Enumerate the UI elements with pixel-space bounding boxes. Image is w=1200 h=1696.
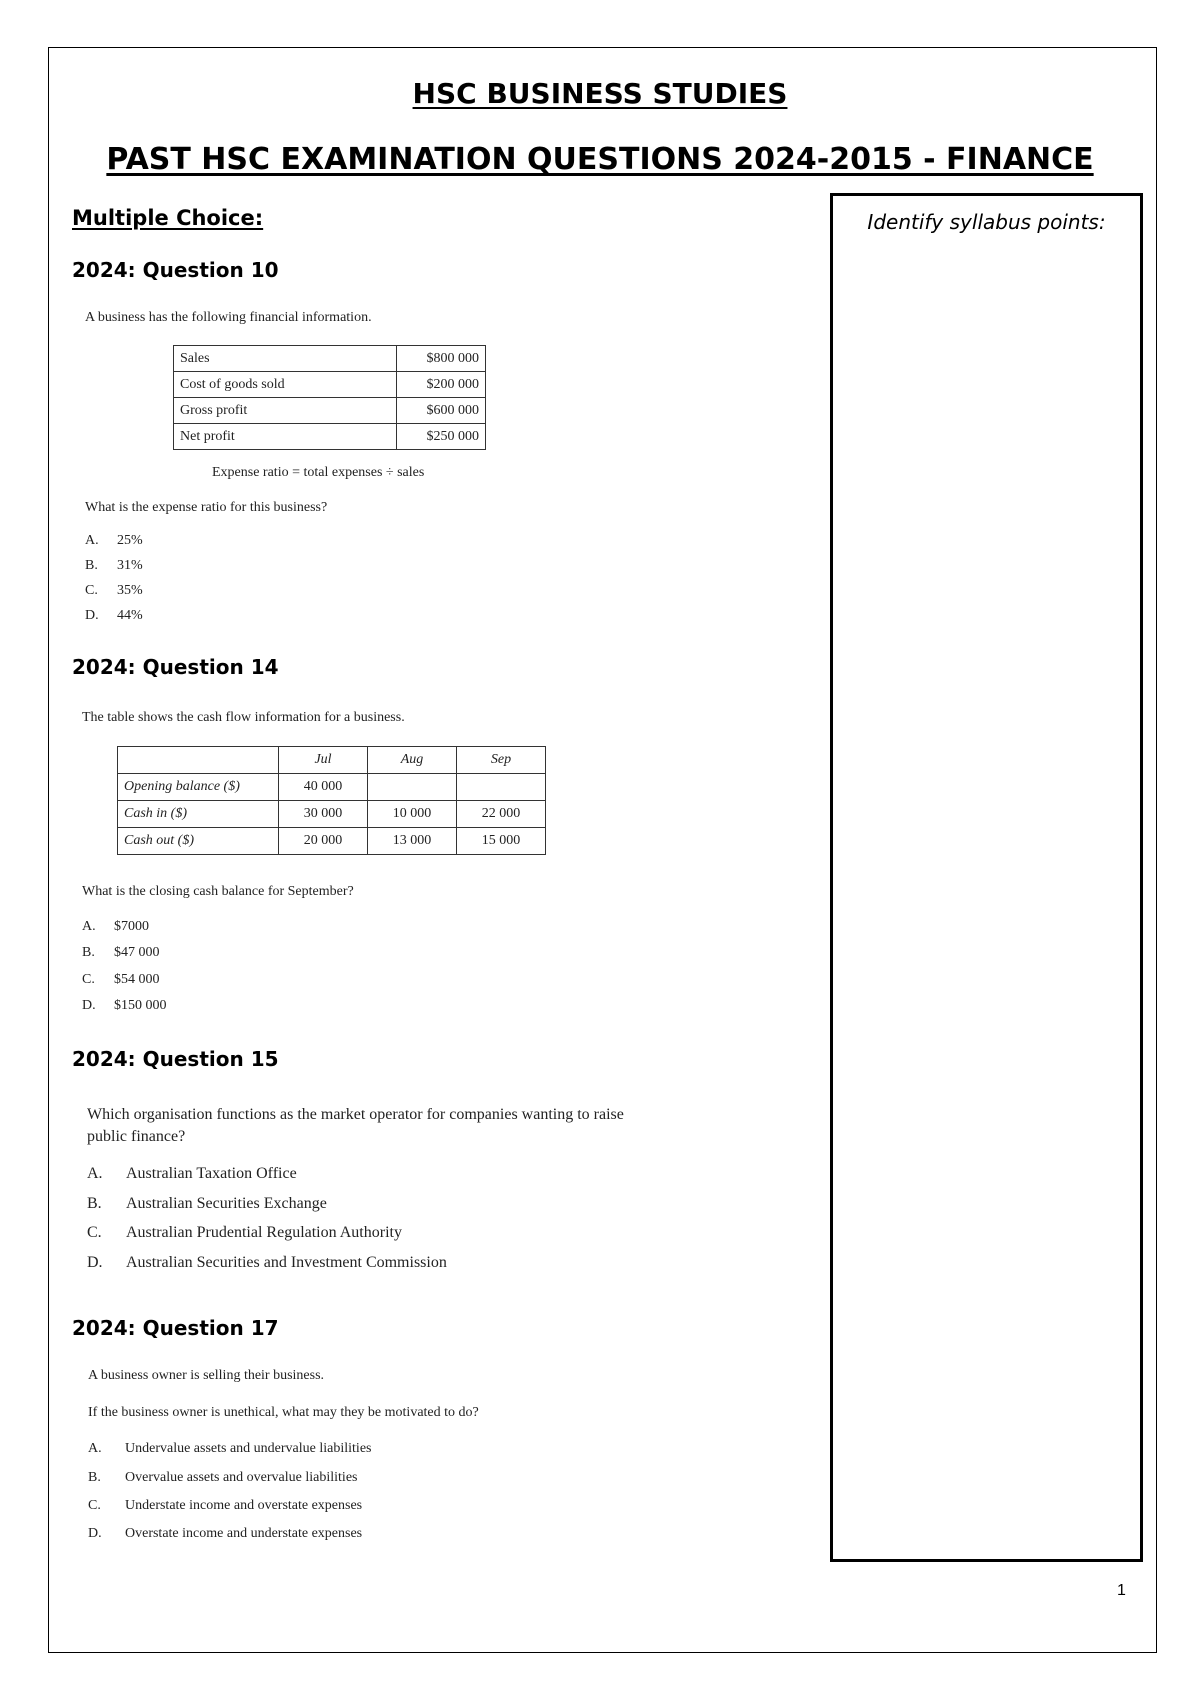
table-row bbox=[174, 346, 486, 372]
option-b bbox=[88, 1470, 357, 1486]
option-text: Australian Securities Exchange bbox=[126, 1195, 327, 1212]
option-text: $47 000 bbox=[114, 945, 160, 960]
option-a bbox=[85, 533, 143, 549]
option-letter: C. bbox=[87, 1224, 102, 1241]
option-c bbox=[88, 1498, 362, 1514]
table-cell: $600 000 bbox=[397, 398, 486, 424]
question-17-text: If the business owner is unethical, what may they be motivated to do? bbox=[88, 1405, 479, 1420]
table-cell bbox=[457, 774, 546, 801]
option-text: 35% bbox=[117, 583, 143, 598]
question-17-heading: 2024: Question 17 bbox=[72, 1316, 279, 1340]
option-text: 44% bbox=[117, 608, 143, 623]
question-10-intro: A business has the following financial information. bbox=[85, 310, 372, 325]
table-row bbox=[174, 398, 486, 424]
section-heading: Multiple Choice: bbox=[72, 206, 264, 230]
option-d bbox=[82, 998, 167, 1014]
option-text: $54 000 bbox=[114, 972, 160, 987]
option-text: 25% bbox=[117, 533, 143, 548]
question-15-text-line-1: Which organisation functions as the market operator for companies wanting to raise bbox=[87, 1106, 624, 1123]
option-letter: B. bbox=[85, 558, 98, 573]
option-letter: B. bbox=[88, 1470, 101, 1485]
option-text: Australian Securities and Investment Commission bbox=[126, 1254, 447, 1271]
option-text: $150 000 bbox=[114, 998, 167, 1013]
table-header-cell: Aug bbox=[368, 747, 457, 774]
option-c bbox=[85, 583, 143, 599]
option-letter: B. bbox=[82, 945, 95, 960]
table-cell: Sales bbox=[174, 346, 397, 372]
question-15-heading: 2024: Question 15 bbox=[72, 1047, 279, 1071]
cash-flow-table bbox=[117, 746, 546, 855]
option-text: Overstate income and understate expenses bbox=[125, 1526, 363, 1541]
option-d bbox=[85, 608, 143, 624]
table-row bbox=[118, 801, 546, 828]
option-b bbox=[85, 558, 143, 574]
option-text: Overvalue assets and overvalue liabilities bbox=[125, 1470, 358, 1485]
syllabus-points-label: Identify syllabus points: bbox=[867, 210, 1106, 234]
table-cell: 22 000 bbox=[457, 801, 546, 828]
option-text: Australian Taxation Office bbox=[126, 1165, 297, 1182]
page-number: 1 bbox=[1117, 1582, 1126, 1599]
option-b bbox=[82, 945, 160, 961]
table-cell: $200 000 bbox=[397, 372, 486, 398]
option-letter: C. bbox=[85, 583, 98, 598]
option-letter: D. bbox=[88, 1526, 102, 1541]
option-d bbox=[87, 1254, 447, 1272]
table-cell: 15 000 bbox=[457, 828, 546, 855]
table-cell: Cash in ($) bbox=[118, 801, 279, 828]
table-header-row bbox=[118, 747, 546, 774]
table-row bbox=[174, 424, 486, 450]
option-text: Understate income and overstate expenses bbox=[125, 1498, 363, 1513]
option-text: Australian Prudential Regulation Authority bbox=[126, 1224, 402, 1241]
option-letter: A. bbox=[88, 1441, 102, 1456]
option-letter: A. bbox=[85, 533, 99, 548]
table-cell: Cash out ($) bbox=[118, 828, 279, 855]
option-letter: D. bbox=[87, 1254, 103, 1271]
option-letter: D. bbox=[82, 998, 96, 1013]
option-letter: A. bbox=[82, 919, 96, 934]
option-a bbox=[82, 919, 149, 935]
option-c bbox=[87, 1224, 402, 1242]
option-letter: B. bbox=[87, 1195, 102, 1212]
option-letter: C. bbox=[88, 1498, 101, 1513]
syllabus-points-box bbox=[830, 193, 1143, 1562]
option-a bbox=[87, 1165, 297, 1183]
table-header-cell: Sep bbox=[457, 747, 546, 774]
financial-info-table bbox=[173, 345, 486, 450]
table-cell: 30 000 bbox=[279, 801, 368, 828]
option-a bbox=[88, 1441, 371, 1457]
document-title: HSC BUSINESS STUDIES bbox=[412, 77, 788, 110]
question-14-text: What is the closing cash balance for September? bbox=[82, 884, 354, 899]
question-10-text: What is the expense ratio for this business? bbox=[85, 500, 328, 515]
option-text: $7000 bbox=[114, 919, 149, 934]
table-cell: Gross profit bbox=[174, 398, 397, 424]
question-10-heading: 2024: Question 10 bbox=[72, 258, 279, 282]
expense-ratio-formula: Expense ratio = total expenses ÷ sales bbox=[212, 465, 425, 480]
document-subtitle: PAST HSC EXAMINATION QUESTIONS 2024-2015 - FINANCE bbox=[106, 142, 1094, 177]
question-14-heading: 2024: Question 14 bbox=[72, 655, 279, 679]
table-cell: 10 000 bbox=[368, 801, 457, 828]
option-text: Undervalue assets and undervalue liabilities bbox=[125, 1441, 372, 1456]
table-cell: Cost of goods sold bbox=[174, 372, 397, 398]
question-15-text-line-2: public finance? bbox=[87, 1128, 186, 1145]
option-letter: D. bbox=[85, 608, 99, 623]
table-cell: Opening balance ($) bbox=[118, 774, 279, 801]
table-row bbox=[174, 372, 486, 398]
table-cell: 13 000 bbox=[368, 828, 457, 855]
option-letter: A. bbox=[87, 1165, 103, 1182]
option-letter: C. bbox=[82, 972, 95, 987]
table-cell: 20 000 bbox=[279, 828, 368, 855]
table-cell: 40 000 bbox=[279, 774, 368, 801]
table-cell: $800 000 bbox=[397, 346, 486, 372]
table-header-cell: Jul bbox=[279, 747, 368, 774]
option-b bbox=[87, 1195, 327, 1213]
table-cell: Net profit bbox=[174, 424, 397, 450]
question-17-intro: A business owner is selling their business. bbox=[88, 1368, 325, 1383]
option-d bbox=[88, 1526, 362, 1542]
option-text: 31% bbox=[117, 558, 143, 573]
table-cell: $250 000 bbox=[397, 424, 486, 450]
table-header-cell bbox=[118, 747, 279, 774]
table-row bbox=[118, 774, 546, 801]
option-c bbox=[82, 972, 160, 988]
table-cell bbox=[368, 774, 457, 801]
question-14-intro: The table shows the cash flow information for a business. bbox=[82, 710, 405, 725]
table-row bbox=[118, 828, 546, 855]
